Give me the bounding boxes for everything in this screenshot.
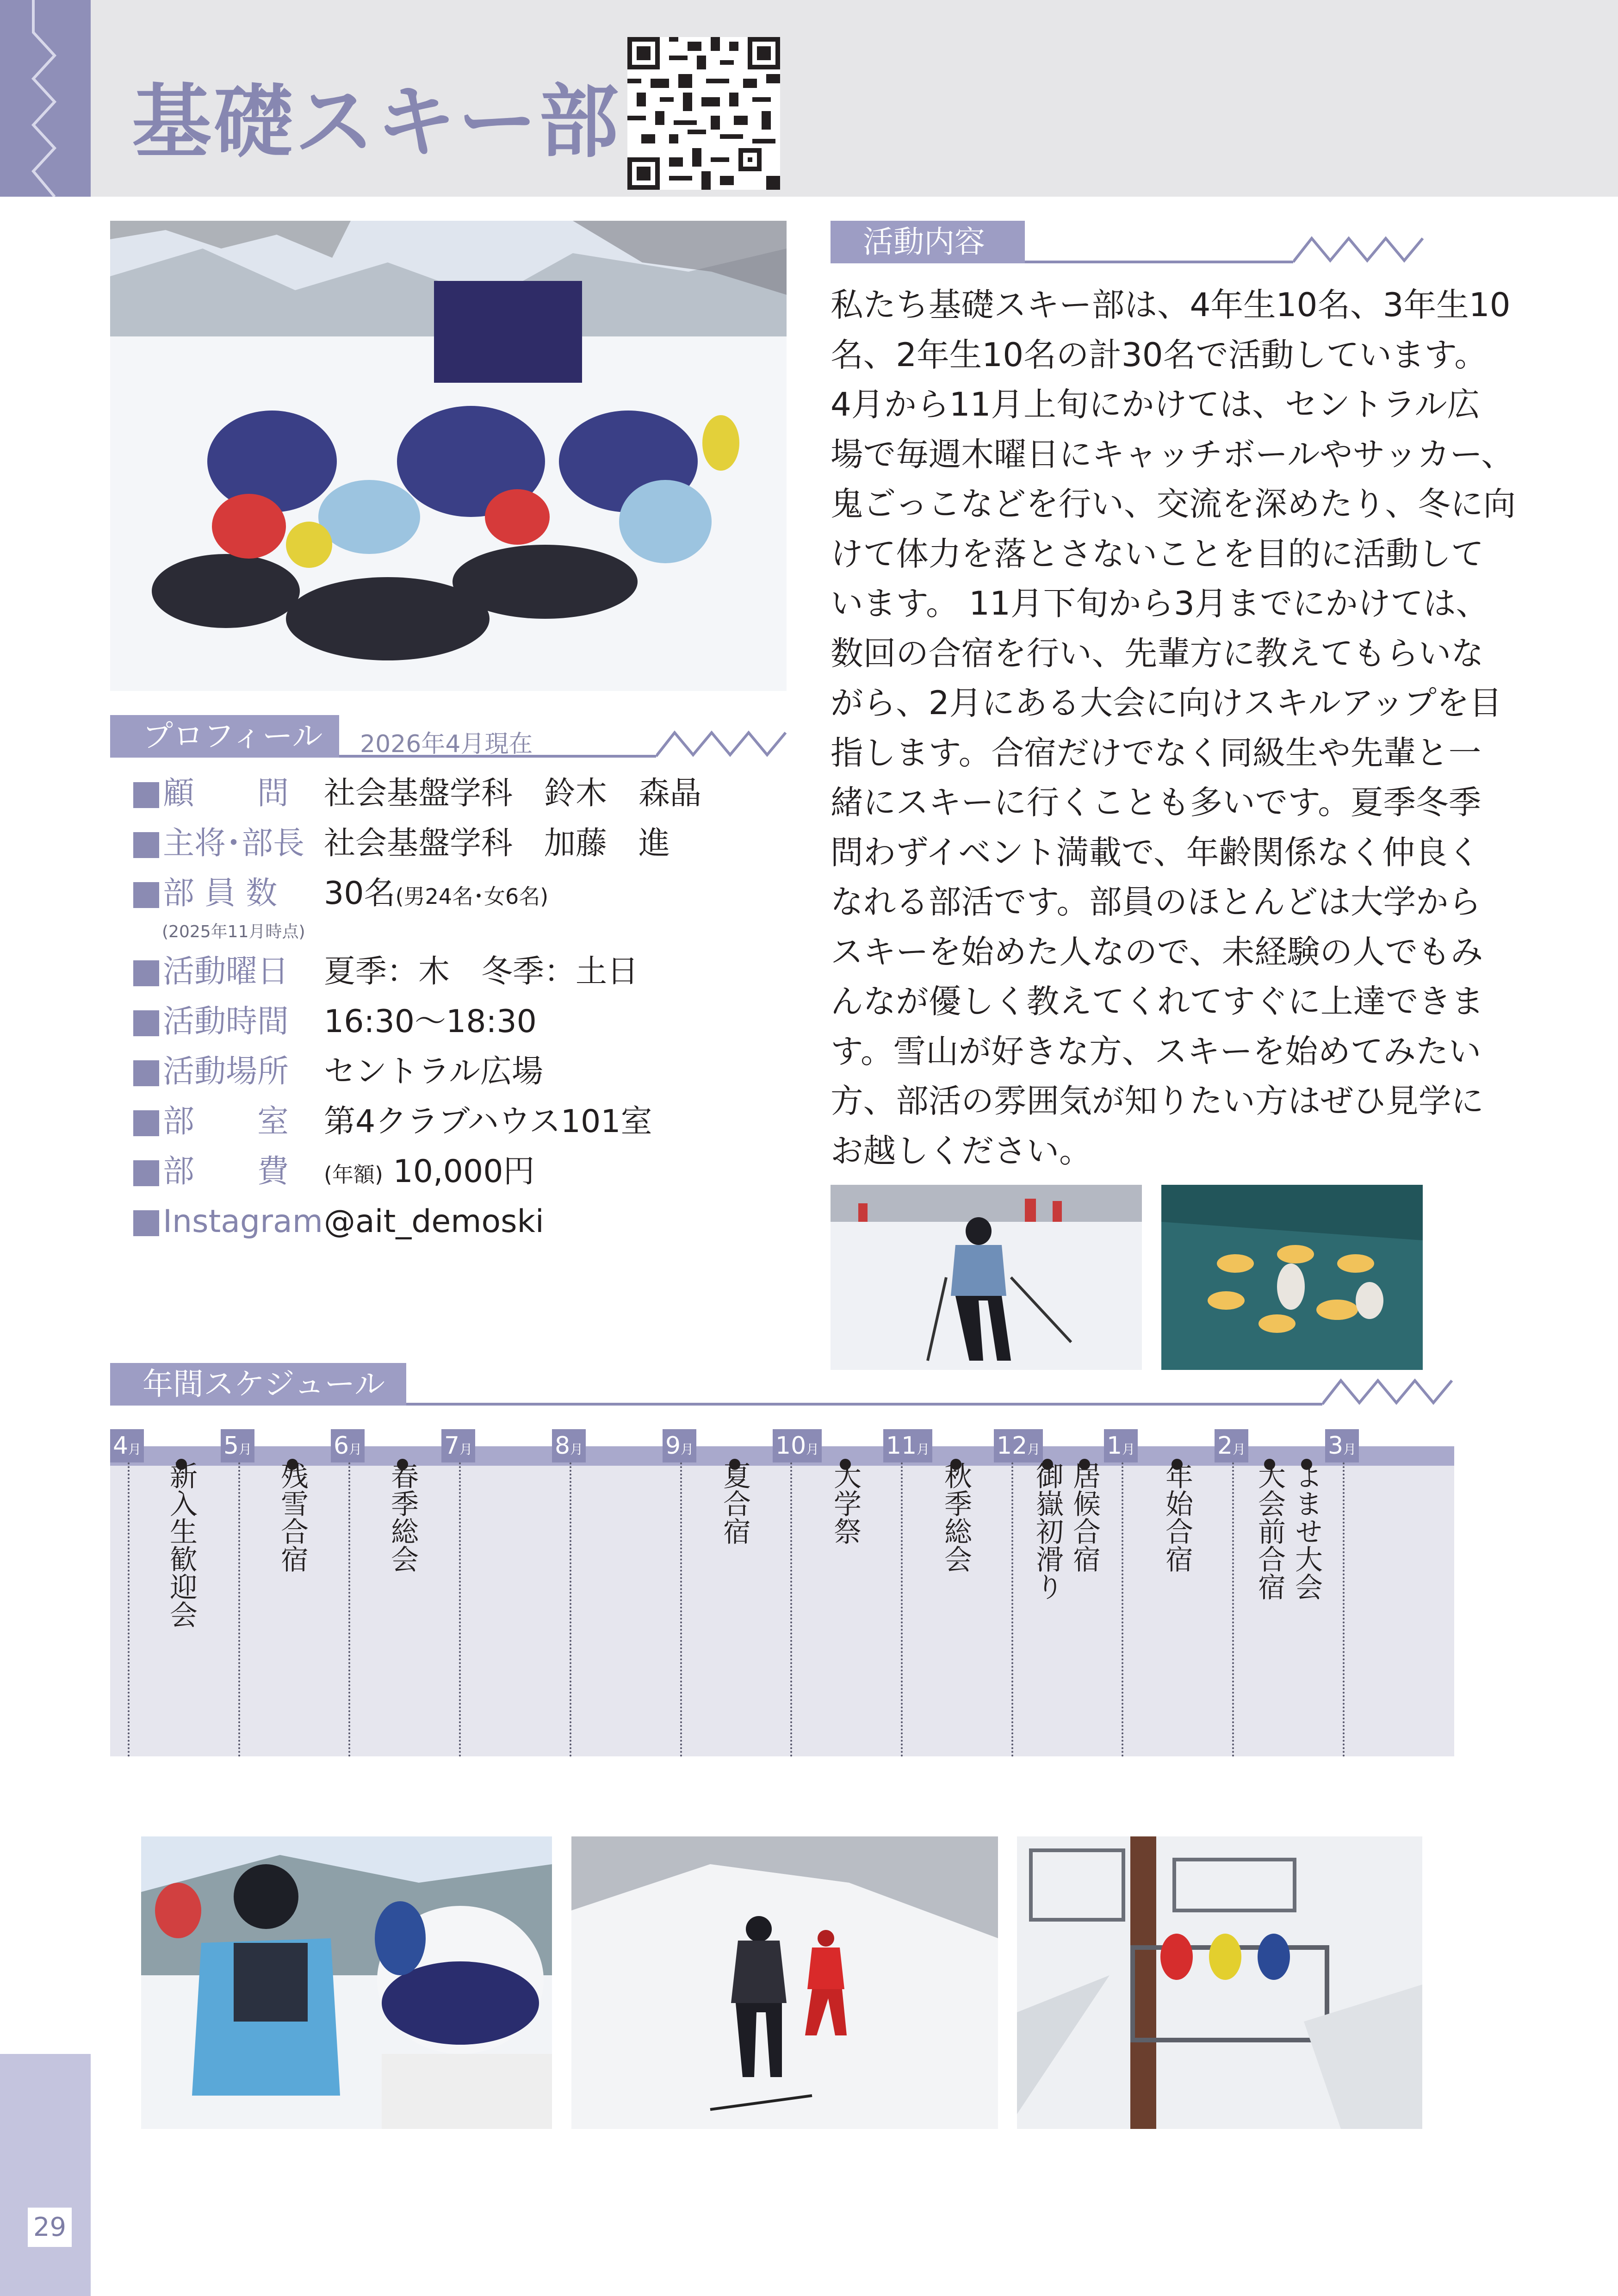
month-divider	[1122, 1462, 1123, 1757]
profile-value	[324, 1151, 534, 1195]
month-label-feb: 2月	[1215, 1429, 1248, 1462]
event-autumn-general-meeting: 秋季総会	[940, 1462, 972, 1573]
profile-label: プロフィール	[110, 715, 339, 758]
activity-line: 私たち基礎スキー部は、4年生10名、3年生10	[831, 286, 1511, 324]
group-photo	[110, 221, 787, 691]
zigzag-decoration-icon	[1322, 1377, 1454, 1406]
profile-value: 夏季：木 冬季：土日	[324, 953, 639, 990]
month-label-apr: 4月	[110, 1429, 144, 1462]
month-label-sep: 9月	[663, 1429, 696, 1462]
profile-as-of: 2026年4月現在	[360, 730, 533, 758]
bullet-square-icon	[133, 1160, 159, 1186]
profile-key: Instagram	[163, 1203, 323, 1240]
activity-line: なれる部活です。部員のほとんどは大学から	[831, 883, 1482, 921]
activity-line: 緒にスキーに行くことも多いです。夏季冬季	[831, 783, 1482, 821]
page-title: 基礎スキー部	[132, 75, 620, 168]
activity-line: 方、部活の雰囲気が知りたい方はぜひ見学に	[831, 1082, 1484, 1120]
bullet-square-icon	[133, 782, 159, 808]
activity-line: 問わずイベント満載で、年齢関係なく仲良く	[831, 833, 1481, 871]
activity-line: 場で毎週木曜日にキャッチボールやサッカー、	[831, 435, 1514, 473]
month-label-jul: 7月	[441, 1429, 475, 1462]
zigzag-decoration-icon	[0, 0, 91, 197]
page-number: 29	[28, 2208, 72, 2247]
profile-key: 活動曜日	[163, 953, 289, 990]
zigzag-decoration-icon	[656, 729, 788, 758]
profile-value: 16:30〜18:30	[324, 1003, 537, 1040]
zigzag-decoration-icon	[1293, 235, 1427, 263]
profile-key: 主将･部長	[163, 825, 305, 862]
profile-value: セントラル広場	[324, 1053, 543, 1090]
event-ontake-first-ski: 御嶽初滑り	[1031, 1462, 1064, 1600]
month-divider	[1011, 1462, 1013, 1757]
profile-value: 第4クラブハウス101室	[324, 1103, 652, 1140]
activity-line: 数回の合宿を行い、先輩方に教えてもらいな	[831, 634, 1484, 672]
bullet-square-icon	[133, 1110, 159, 1136]
activity-line: がら、2月にある大会に向けスキルアップを目	[831, 684, 1502, 722]
activity-line: スキーを始めた人なので、未経験の人でもみ	[831, 932, 1483, 971]
activity-label: 活動内容	[831, 221, 1025, 263]
month-divider	[1232, 1462, 1234, 1757]
schedule-label: 年間スケジュール	[110, 1363, 406, 1406]
event-stay-camp: 居候合宿	[1068, 1462, 1101, 1573]
bullet-square-icon	[133, 882, 159, 908]
month-divider	[1343, 1462, 1345, 1757]
event-spring-general-meeting: 春季総会	[386, 1462, 419, 1573]
profile-key: 部 室	[163, 1103, 289, 1140]
footer-tab	[0, 2054, 91, 2296]
activity-description	[831, 280, 1516, 1176]
event-yomase-competition: よませ大会	[1290, 1462, 1323, 1600]
profile-key: 活動時間	[163, 1003, 289, 1040]
skier-photo	[831, 1185, 1142, 1370]
bullet-square-icon	[133, 832, 159, 858]
month-label-nov: 11月	[883, 1429, 932, 1462]
activity-line: います。 11月下旬から3月までにかけては、	[831, 584, 1489, 622]
month-label-jan: 1月	[1104, 1429, 1138, 1462]
profile-key: 部 員 数	[163, 875, 278, 912]
activity-line: 指します。合宿だけでなく同級生や先輩と一	[831, 733, 1482, 772]
schedule-section-header	[110, 1363, 1454, 1406]
month-divider	[790, 1462, 792, 1757]
bullet-square-icon	[133, 1210, 159, 1236]
bullet-square-icon	[133, 960, 159, 986]
qr-code-icon[interactable]	[627, 37, 780, 190]
event-university-festival: 大学祭	[829, 1462, 862, 1545]
event-pre-competition-camp: 大会前合宿	[1253, 1462, 1286, 1600]
month-label-oct: 10月	[773, 1429, 822, 1462]
chairlift-photo	[1017, 1836, 1422, 2129]
activity-line: けて体力を落とさないことを目的に活動して	[831, 534, 1484, 573]
month-label-jun: 6月	[331, 1429, 365, 1462]
fee-period: (年額)	[324, 1162, 383, 1187]
month-label-mar: 3月	[1325, 1429, 1359, 1462]
profile-value: 社会基盤学科 鈴木 森晶	[324, 775, 702, 812]
activity-line: 鬼ごっこなどを行い、交流を深めたり、冬に向	[831, 485, 1516, 523]
profile-key: 部 費	[163, 1153, 289, 1190]
month-divider	[680, 1462, 682, 1757]
members-as-of-note: (2025年11月時点)	[162, 922, 305, 941]
activity-line: 名、2年生10名の計30名で活動しています。	[831, 335, 1488, 374]
month-divider	[348, 1462, 350, 1757]
activity-line: 4月から11月上旬にかけては、セントラル広	[831, 385, 1480, 423]
month-divider	[128, 1462, 130, 1757]
header-tab	[0, 0, 91, 197]
member-breakdown: (男24名･女6名)	[395, 884, 549, 909]
profile-key: 顧 問	[163, 775, 289, 812]
activity-line: お越しください。	[831, 1131, 1092, 1170]
bullet-square-icon	[133, 1060, 159, 1086]
month-divider	[238, 1462, 240, 1757]
slope-photo	[571, 1836, 998, 2129]
activity-line: す。雪山が好きな方、スキーを始めてみたい	[831, 1032, 1482, 1070]
month-divider	[459, 1462, 461, 1757]
activity-section-header	[831, 221, 1427, 263]
lake-photo	[1161, 1185, 1423, 1370]
month-label-aug: 8月	[552, 1429, 586, 1462]
event-new-year-camp: 年始合宿	[1161, 1462, 1193, 1573]
bullet-square-icon	[133, 1010, 159, 1036]
profile-key: 活動場所	[163, 1053, 289, 1090]
month-divider	[570, 1462, 571, 1757]
member-count: 30名	[324, 875, 396, 912]
profile-value	[324, 873, 548, 917]
month-label-dec: 12月	[994, 1429, 1043, 1462]
event-welcome-party: 新入生歓迎会	[165, 1462, 198, 1628]
event-spring-snow-camp: 残雪合宿	[276, 1462, 309, 1573]
month-divider	[901, 1462, 903, 1757]
activity-line: んなが優しく教えてくれてすぐに上達できま	[831, 982, 1484, 1020]
instagram-handle[interactable]: @ait_demoski	[324, 1203, 544, 1240]
event-summer-camp: 夏合宿	[719, 1462, 751, 1545]
profile-section-header	[110, 715, 788, 758]
fee-amount: 10,000円	[383, 1153, 535, 1190]
selfie-photo	[141, 1836, 552, 2129]
month-label-may: 5月	[221, 1429, 254, 1462]
profile-value: 社会基盤学科 加藤 進	[324, 825, 670, 862]
